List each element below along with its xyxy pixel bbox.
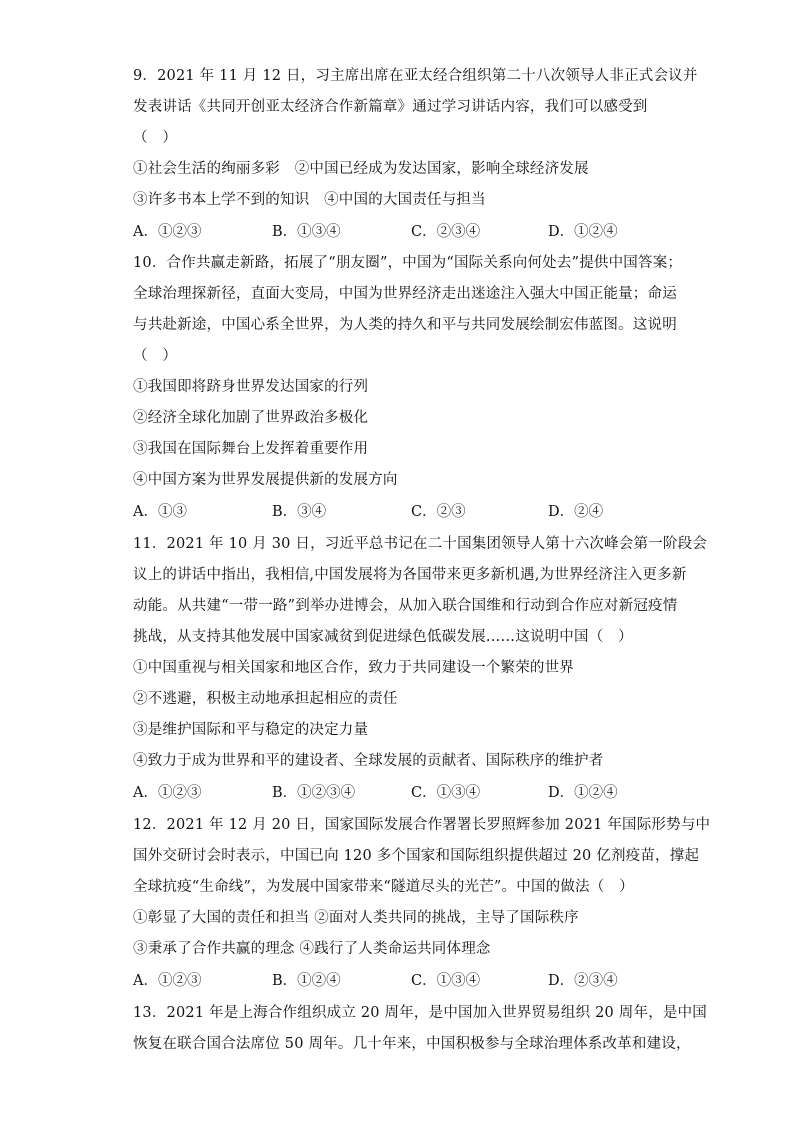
question-stem-line: 恢复在联合国合法席位 50 周年。几十年来，中国积极参与全球治理体系改革和建设， — [133, 1036, 691, 1052]
option-b[interactable]: B．③④ — [272, 504, 327, 520]
option-b[interactable]: B．①③④ — [272, 224, 341, 240]
question-stem-line: 与共赴新途，中国心系全世界，为人类的持久和平与共同发展绘制宏伟蓝图。这说明 — [133, 317, 677, 333]
option-d[interactable]: D．②③④ — [548, 973, 618, 989]
question-stem-line: 议上的讲话中指出，我相信,中国发展将为各国带来更多新机遇,为世界经济注入更多新 — [133, 567, 687, 583]
option-a[interactable]: A．①②③ — [133, 973, 202, 989]
statement-item: ③秉承了合作共赢的理念 ④践行了人类命运共同体理念 — [133, 941, 491, 957]
option-d[interactable]: D．②④ — [548, 504, 604, 520]
statement-item: ③许多书本上学不到的知识 ④中国的大国责任与担当 — [133, 192, 486, 208]
statement-item: ①中国重视与相关国家和地区合作，致力于共同建设一个繁荣的世界 — [133, 660, 574, 676]
option-b[interactable]: B．①②④ — [272, 973, 341, 989]
statement-item: ④中国方案为世界发展提供新的发展方向 — [133, 472, 398, 488]
option-c[interactable]: C．②③④ — [411, 224, 481, 240]
statement-item: ④致力于成为世界和平的建设者、全球发展的贡献者、国际秩序的维护者 — [133, 753, 604, 769]
question-stem-line: 12．2021 年 12 月 20 日，国家国际发展合作署署长罗照辉参加 2021 年国际形势与中 — [133, 817, 711, 833]
question-stem-line: 发表讲话《共同开创亚太经济合作新篇章》通过学习讲话内容，我们可以感受到 — [133, 99, 648, 115]
option-c[interactable]: C．①③④ — [411, 785, 481, 801]
question-stem-line: 13．2021 年是上海合作组织成立 20 周年，是中国加入世界贸易组织 20 周年，是中国 — [133, 1005, 707, 1021]
question-stem-line: 全球抗疫“生命线”，为发展中国家带来“隧道尽头的光芒”。中国的做法（ ） — [133, 879, 634, 895]
option-a[interactable]: A．①②③ — [133, 224, 202, 240]
statement-item: ①彰显了大国的责任和担当 ②面对人类共同的挑战，主导了国际秩序 — [133, 910, 579, 926]
question-stem-line: 挑战，从支持其他发展中国家减贫到促进绿色低碳发展……这说明中国（ ） — [133, 629, 633, 645]
statement-item: ②不逃避，积极主动地承担起相应的责任 — [133, 691, 398, 707]
question-stem-line: 全球治理探新径，直面大变局，中国为世界经济走出迷途注入强大中国正能量；命运 — [133, 286, 677, 302]
statement-item: ②经济全球化加剧了世界政治多极化 — [133, 410, 369, 426]
question-stem-line: 动能。从共建“一带一路”到举办进博会，从加入联合国维和行动到合作应对新冠疫情 — [133, 598, 678, 614]
question-stem-line: 9．2021 年 11 月 12 日，习主席出席在亚太经合组织第二十八次领导人非正式会议并 — [133, 68, 698, 84]
option-a[interactable]: A．①②③ — [133, 785, 202, 801]
answer-blank: （ ） — [133, 130, 178, 146]
option-d[interactable]: D．①②④ — [548, 785, 618, 801]
question-stem-line: 10．合作共赢走新路，拓展了“朋友圈”，中国为“国际关系向何处去”提供中国答案； — [133, 255, 683, 271]
answer-blank: （ ） — [133, 348, 178, 364]
statement-item: ③是维护国际和平与稳定的决定力量 — [133, 722, 369, 738]
statement-item: ①我国即将跻身世界发达国家的行列 — [133, 379, 369, 395]
option-a[interactable]: A．①③ — [133, 504, 187, 520]
statement-item: ③我国在国际舞台上发挥着重要作用 — [133, 441, 369, 457]
question-stem-line: 国外交研讨会时表示，中国已向 120 多个国家和国际组织提供超过 20 亿剂疫苗，撑起 — [133, 848, 700, 864]
option-c[interactable]: C．①③④ — [411, 973, 481, 989]
option-b[interactable]: B．①②③④ — [272, 785, 356, 801]
option-c[interactable]: C．②③ — [411, 504, 466, 520]
option-d[interactable]: D．①②④ — [548, 224, 618, 240]
statement-item: ①社会生活的绚丽多彩 ②中国已经成为发达国家，影响全球经济发展 — [133, 161, 589, 177]
question-stem-line: 11．2021 年 10 月 30 日，习近平总书记在二十国集团领导人第十六次峰会第一阶段会 — [133, 536, 707, 552]
